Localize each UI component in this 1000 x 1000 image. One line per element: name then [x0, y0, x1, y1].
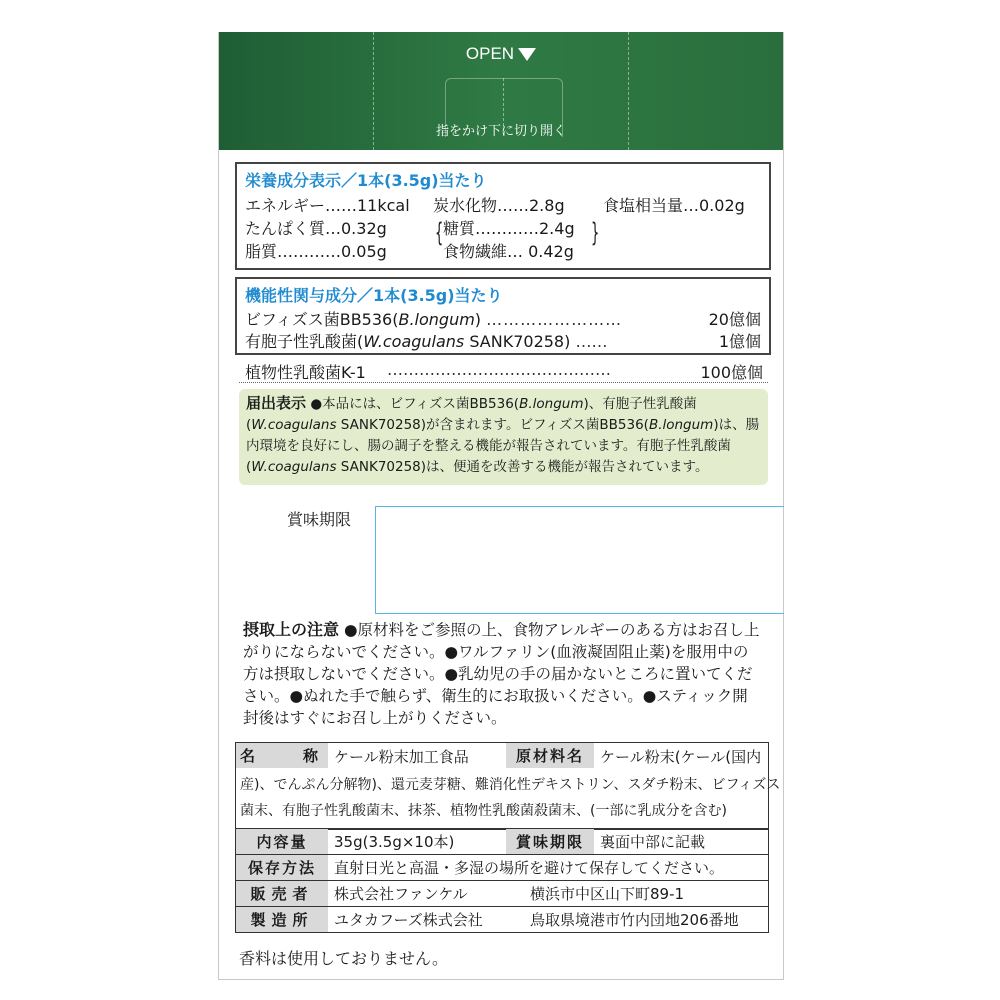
extra-ingredient-name: 植物性乳酸菌K-1 [245, 363, 366, 382]
nutrition-fiber: 食物繊維… 0.42g [443, 242, 574, 261]
spec-seller-address: 横浜市中区山下町89-1 [530, 885, 685, 903]
nutrition-salt: 食塩相当量…0.02g [603, 196, 745, 215]
nutrition-fat: 脂質…………0.05g [245, 242, 387, 261]
functional-title: 機能性関与成分／1本(3.5g)当たり [245, 286, 503, 305]
spec-row-seller [235, 880, 769, 907]
caution-text: ●原材料をご参照の上、食物アレルギーのある方はお召し上がりにならないでください。●ワルファリン(血液凝固阻止薬)を服用中の方は摂取しないでください。●乳幼児の手の届かないところに置いてください。●ぬれた手で触らず、衛生的にお取扱いください。●スティック開封後はすぐにお召し上がりください。 [243, 621, 760, 727]
product-label-panel [218, 32, 784, 980]
spec-name-label: 名 称 [236, 743, 328, 768]
spec-content-value: 35g(3.5g×10本) [334, 833, 455, 851]
extra-ingredient-dots: …………………………………… [387, 360, 611, 379]
down-triangle-icon [518, 48, 536, 61]
expiry-date-box [375, 506, 784, 614]
notice-text: 届出表示 ●本品には、ビフィズス菌BB536(B.longum)、有胞子性乳酸菌(W.coagulans SANK70258)が含まれます。ビフィズス菌BB536(B.longum)は、腸内環境を良好にし、腸の調子を整える機能が報告されています。有胞子性乳酸菌(W.coagulans SANK70258)は、便通を改善する機能が報告されています。 [246, 394, 760, 475]
spec-best-before-label: 賞味期限 [506, 829, 594, 854]
open-label: OPEN [465, 44, 515, 63]
spec-storage-label: 保存方法 [236, 855, 328, 880]
functional-item-bifidus: ビフィズス菌BB536(B.longum) …………………… [245, 310, 623, 329]
functional-item-coagulans: 有胞子性乳酸菌(W.coagulans SANK70258) …… [245, 332, 608, 351]
nutrition-carbs: 炭水化物……2.8g [433, 196, 565, 215]
tear-instruction: 指をかけ下に切り開く [435, 124, 566, 139]
spec-maker-label: 製造所 [236, 907, 328, 932]
functional-amount-coagulans: 1億個 [718, 332, 761, 351]
nutrition-protein: たんぱく質…0.32g [245, 219, 387, 238]
spec-ingredients-label: 原材料名 [506, 743, 594, 768]
spec-row-name [235, 742, 781, 830]
bracket-left: { [435, 218, 444, 248]
flavoring-note: 香料は使用しておりません。 [239, 949, 448, 968]
functional-claim-notice [239, 389, 768, 485]
spec-row-maker [235, 906, 769, 933]
spec-ingredients-1: ケール粉末(ケール(国内 [600, 748, 762, 766]
extra-ingredient-amount: 100億個 [700, 363, 763, 382]
expiry-label: 賞味期限 [287, 510, 352, 529]
open-indicator[interactable] [219, 44, 783, 64]
bracket-right: } [591, 218, 600, 248]
divider [239, 382, 768, 383]
spec-best-before-value: 裏面中部に記載 [600, 833, 706, 851]
spec-ingredients-2: 産)、でんぷん分解物)、還元麦芽糖、難消化性デキストリン、スダチ粉末、ビフィズス [240, 777, 781, 793]
functional-ingredients-box [235, 277, 771, 355]
spec-ingredients-3: 菌末、有胞子性乳酸菌末、抹茶、植物性乳酸菌殺菌末、(一部に乳成分を含む) [240, 803, 727, 819]
spec-content-label: 内容量 [236, 829, 328, 854]
nutrition-facts-box [235, 162, 771, 270]
nutrition-title: 栄養成分表示／1本(3.5g)当たり [245, 171, 487, 190]
nutrition-sugar: 糖質…………2.4g [443, 219, 575, 238]
caution-title: 摂取上の注意 [243, 620, 340, 639]
spec-storage-value: 直射日光と高温・多湿の場所を避けて保存してください。 [334, 859, 725, 877]
spec-seller-value: 株式会社ファンケル [334, 885, 468, 903]
functional-amount-bifidus: 20億個 [708, 310, 761, 329]
package-header [219, 32, 783, 150]
spec-row-content [235, 828, 769, 855]
spec-row-storage [235, 854, 769, 881]
nutrition-energy: エネルギー……11kcal [245, 196, 410, 215]
spec-maker-address: 鳥取県境港市竹内団地206番地 [530, 911, 739, 929]
spec-name-value: ケール粉末加工食品 [334, 748, 469, 766]
intake-caution [243, 619, 763, 729]
spec-maker-value: ユタカフーズ株式会社 [334, 911, 483, 929]
spec-seller-label: 販売者 [236, 881, 328, 906]
